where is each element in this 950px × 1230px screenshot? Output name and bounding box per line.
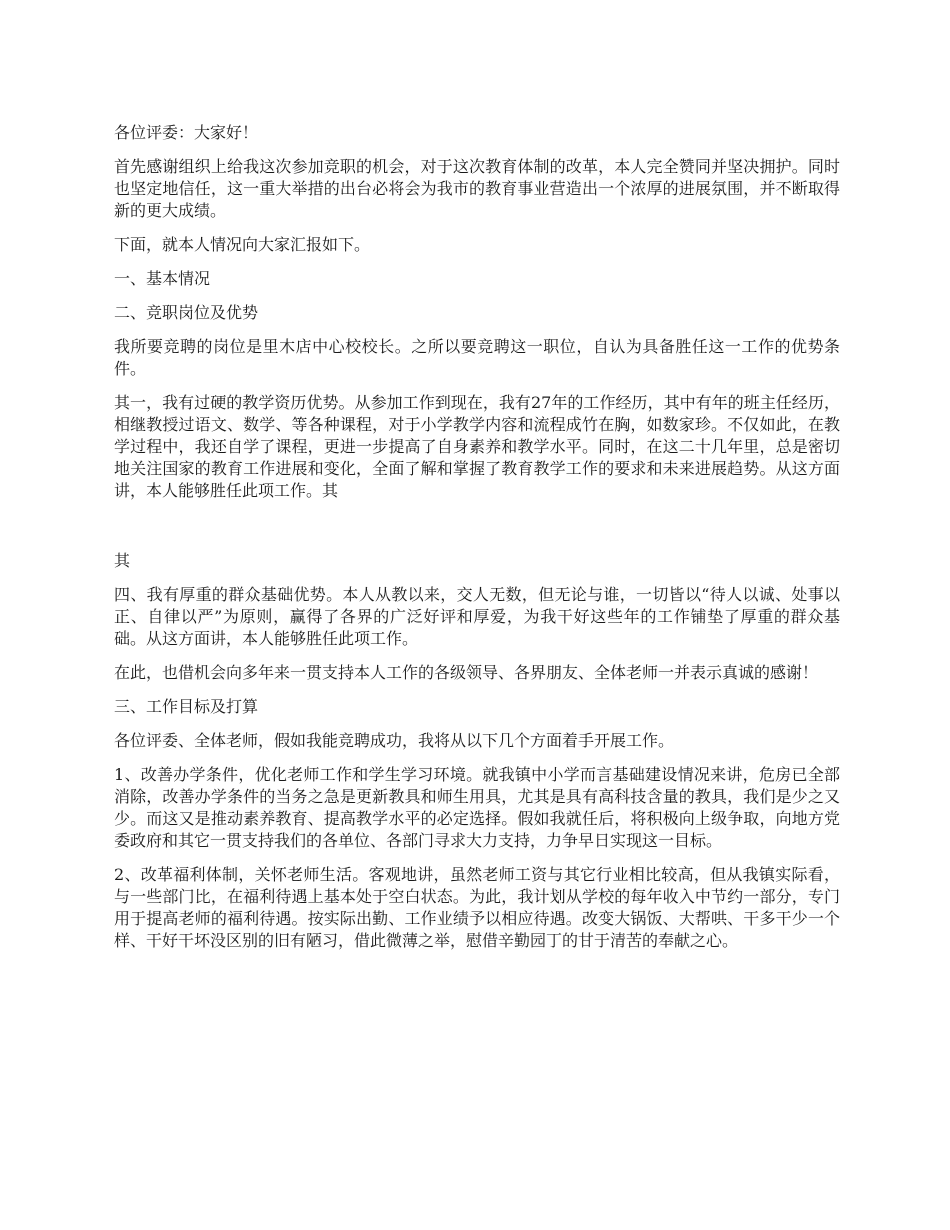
greeting-paragraph: 各位评委：大家好！ xyxy=(114,123,259,142)
intro-paragraph: 首先感谢组织上给我这次参加竞职的机会，对于这次教育体制的改革，本人完全赞同并坚决拥护。同时也坚定地信任，这一重大举措的出台必将会为我市的教育事业营造出一个浓厚的进展氛围，并不断取得新的更大成绩。 xyxy=(114,157,840,220)
goals-intro-paragraph: 各位评委、全体老师，假如我能竞聘成功，我将从以下几个方面着手开展工作。 xyxy=(114,731,675,750)
section-heading-position: 二、竞职岗位及优势 xyxy=(114,303,259,322)
goal-two-paragraph: 2、改革福利体制，关怀老师生活。客观地讲，虽然老师工资与其它行业相比较高，但从我镇实际看，与一些部门比，在福利待遇上基本处于空白状态。为此，我计划从学校的每年收入中节约一部分，专门用于提高老师的福利待遇。按实际出勤、工作业绩予以相应待遇。改变大锅饭、大帮哄、干多干少一个样、干好干坏没区别的旧有陋习，借此微薄之举，慰借辛勤园丁的甘于清苦的奉献之心。 xyxy=(114,865,840,950)
advantage-one-paragraph: 其一，我有过硬的教学资历优势。从参加工作到现在，我有27年的工作经历，其中有年的班主任经历，相继教授过语文、数学、等各种课程，对于小学教学内容和流程成竹在胸，如数家珍。不仅如此，在教学过程中，我还自学了课程，更进一步提高了自身素养和教学水平。同时，在这二十几年里，总是密切地关注国家的教育工作进展和变化，全面了解和掌握了教育教学工作的要求和未来进展趋势。从这方面讲，本人能够胜任此项工作。其 xyxy=(114,393,840,500)
blank-gap xyxy=(114,514,840,550)
thanks-paragraph: 在此，也借机会向多年来一贯支持本人工作的各级领导、各界朋友、全体老师一并表示真诚的感谢！ xyxy=(114,663,819,682)
document-page xyxy=(114,122,840,964)
section-heading-goals: 三、工作目标及打算 xyxy=(114,697,259,716)
advantage-four-paragraph: 四、我有厚重的群众基础优势。本人从教以来，交人无数，但无论与谁，一切皆以“待人以诚、处事以正、自律以严”为原则，赢得了各界的广泛好评和厚爱，为我干好这些年的工作铺垫了厚重的群众基础。从这方面讲，本人能够胜任此项工作。 xyxy=(114,585,840,648)
report-intro-paragraph: 下面，就本人情况向大家汇报如下。 xyxy=(114,235,371,254)
fragment-paragraph: 其 xyxy=(114,551,131,570)
position-paragraph: 我所要竞聘的岗位是里木店中心校校长。之所以要竞聘这一职位，自认为具备胜任这一工作的优势条件。 xyxy=(114,337,840,378)
section-heading-basic: 一、基本情况 xyxy=(114,269,211,288)
goal-one-paragraph: 1、改善办学条件，优化老师工作和学生学习环境。就我镇中小学而言基础建设情况来讲，危房已全部消除，改善办学条件的当务之急是更新教具和师生用具，尤其是具有高科技含量的教具，我们是少之又少。而这又是推动素养教育、提高教学水平的必定选择。假如我就任后，将积极向上级争取，向地方党委政府和其它一贯支持我们的各单位、各部门寻求大力支持，力争早日实现这一目标。 xyxy=(114,765,840,850)
